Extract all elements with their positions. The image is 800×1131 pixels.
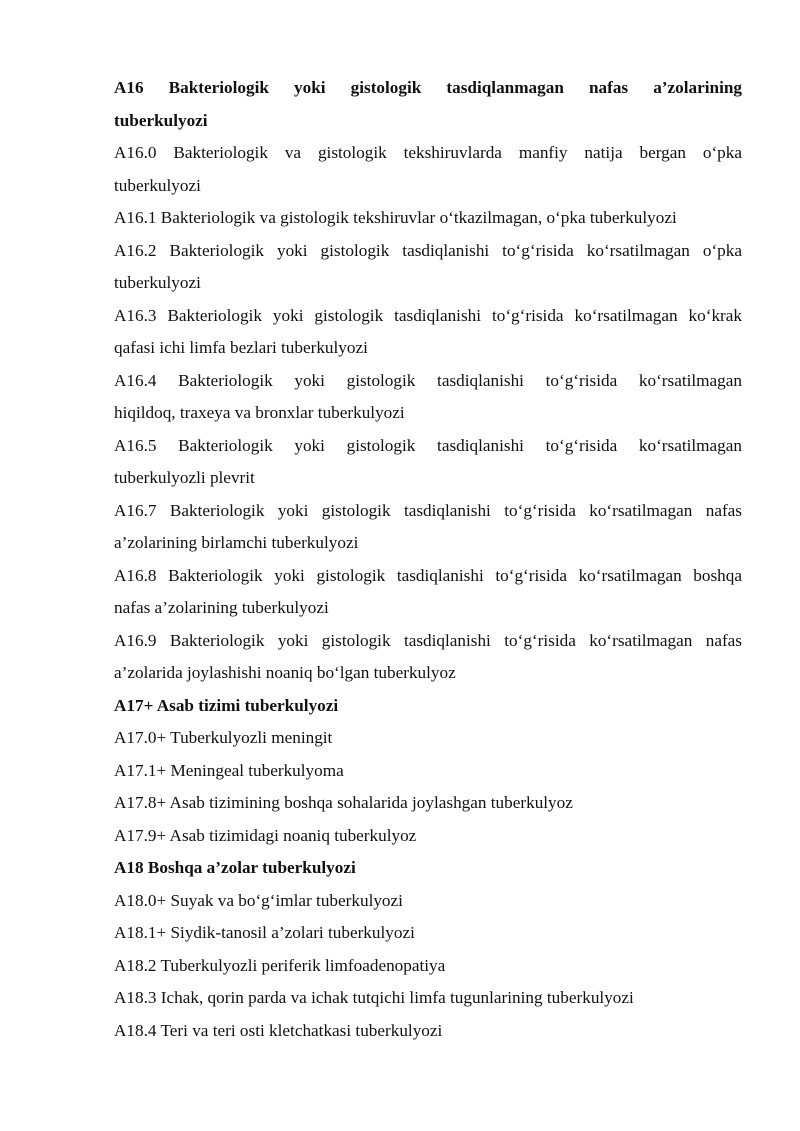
text-line: A16.4 Bakteriologik yoki gistologik tasdiqlanishi to‘g‘risida ko‘rsatilmagan (114, 370, 742, 390)
text-line: A18.4 Teri va teri osti kletchatkasi tuberkulyozi (114, 1020, 443, 1040)
text-line: tuberkulyozli plevrit (114, 468, 255, 487)
entry-a18-3 (114, 984, 742, 1012)
entry-a16-1 (114, 204, 742, 232)
text-line: A17.8+ Asab tizimining boshqa sohalarida joylashgan tuberkulyoz (114, 793, 573, 812)
text-line: hiqildoq, traxeya va bronxlar tuberkulyozi (114, 403, 405, 422)
heading-line: A17+ Asab tizimi tuberkulyozi (114, 695, 339, 715)
text-line: A16.0 Bakteriologik va gistologik tekshiruvlarda manfiy natija bergan o‘pka (114, 143, 742, 162)
text-line: tuberkulyozi (114, 273, 201, 292)
document-page (114, 74, 742, 1049)
entry-a16-3 (114, 302, 742, 363)
entry-a18-0 (114, 887, 742, 915)
text-line: A16.2 Bakteriologik yoki gistologik tasdiqlanishi to‘g‘risida ko‘rsatilmagan o‘pka (114, 240, 742, 260)
entry-a17-0 (114, 724, 742, 752)
text-line: A18.2 Tuberkulyozli periferik limfoadenopatiya (114, 955, 446, 975)
entry-a16-7 (114, 497, 742, 558)
heading-line: A16 Bakteriologik yoki gistologik tasdiqlanmagan nafas a’zolarining (114, 78, 742, 97)
text-line: A16.1 Bakteriologik va gistologik tekshiruvlar o‘tkazilmagan, o‘pka tuberkulyozi (114, 208, 677, 227)
text-line: qafasi ichi limfa bezlari tuberkulyozi (114, 338, 368, 357)
entry-a16-9 (114, 627, 742, 688)
text-line: a’zolarida joylashishi noaniq bo‘lgan tuberkulyoz (114, 663, 456, 682)
text-line: A18.0+ Suyak va bo‘g‘imlar tuberkulyozi (114, 890, 403, 910)
entry-a16-5 (114, 432, 742, 493)
entry-a18-heading (114, 854, 742, 882)
text-line: A18.1+ Siydik-tanosil a’zolari tuberkulyozi (114, 923, 415, 942)
entry-a18-2 (114, 952, 742, 980)
entry-a16-2 (114, 237, 742, 298)
text-line: A17.0+ Tuberkulyozli meningit (114, 728, 333, 747)
text-line: tuberkulyozi (114, 175, 201, 195)
text-line: A16.8 Bakteriologik yoki gistologik tasdiqlanishi to‘g‘risida ko‘rsatilmagan boshqa (114, 565, 742, 585)
text-line: A16.3 Bakteriologik yoki gistologik tasdiqlanishi to‘g‘risida ko‘rsatilmagan ko‘krak (114, 305, 742, 325)
text-line: A17.9+ Asab tizimidagi noaniq tuberkulyoz (114, 825, 417, 845)
text-line: a’zolarining birlamchi tuberkulyozi (114, 533, 359, 552)
text-line: A16.9 Bakteriologik yoki gistologik tasdiqlanishi to‘g‘risida ko‘rsatilmagan nafas (114, 630, 742, 650)
entry-a17-1 (114, 757, 742, 785)
entry-a17-8 (114, 789, 742, 817)
entry-a17-9 (114, 822, 742, 850)
text-line: A18.3 Ichak, qorin parda va ichak tutqichi limfa tugunlarining tuberkulyozi (114, 988, 634, 1007)
entry-a16-4 (114, 367, 742, 428)
heading-line: A18 Boshqa a’zolar tuberkulyozi (114, 858, 356, 877)
entry-a16-heading (114, 74, 742, 135)
text-line: nafas a’zolarining tuberkulyozi (114, 598, 329, 617)
entry-a16-8 (114, 562, 742, 623)
heading-line: tuberkulyozi (114, 110, 208, 130)
text-line: A17.1+ Meningeal tuberkulyoma (114, 760, 344, 780)
text-line: A16.5 Bakteriologik yoki gistologik tasdiqlanishi to‘g‘risida ko‘rsatilmagan (114, 435, 742, 455)
text-line: A16.7 Bakteriologik yoki gistologik tasdiqlanishi to‘g‘risida ko‘rsatilmagan nafas (114, 500, 742, 520)
entry-a17-heading (114, 692, 742, 720)
entry-a18-4 (114, 1017, 742, 1045)
entry-a18-1 (114, 919, 742, 947)
entry-a16-0 (114, 139, 742, 200)
